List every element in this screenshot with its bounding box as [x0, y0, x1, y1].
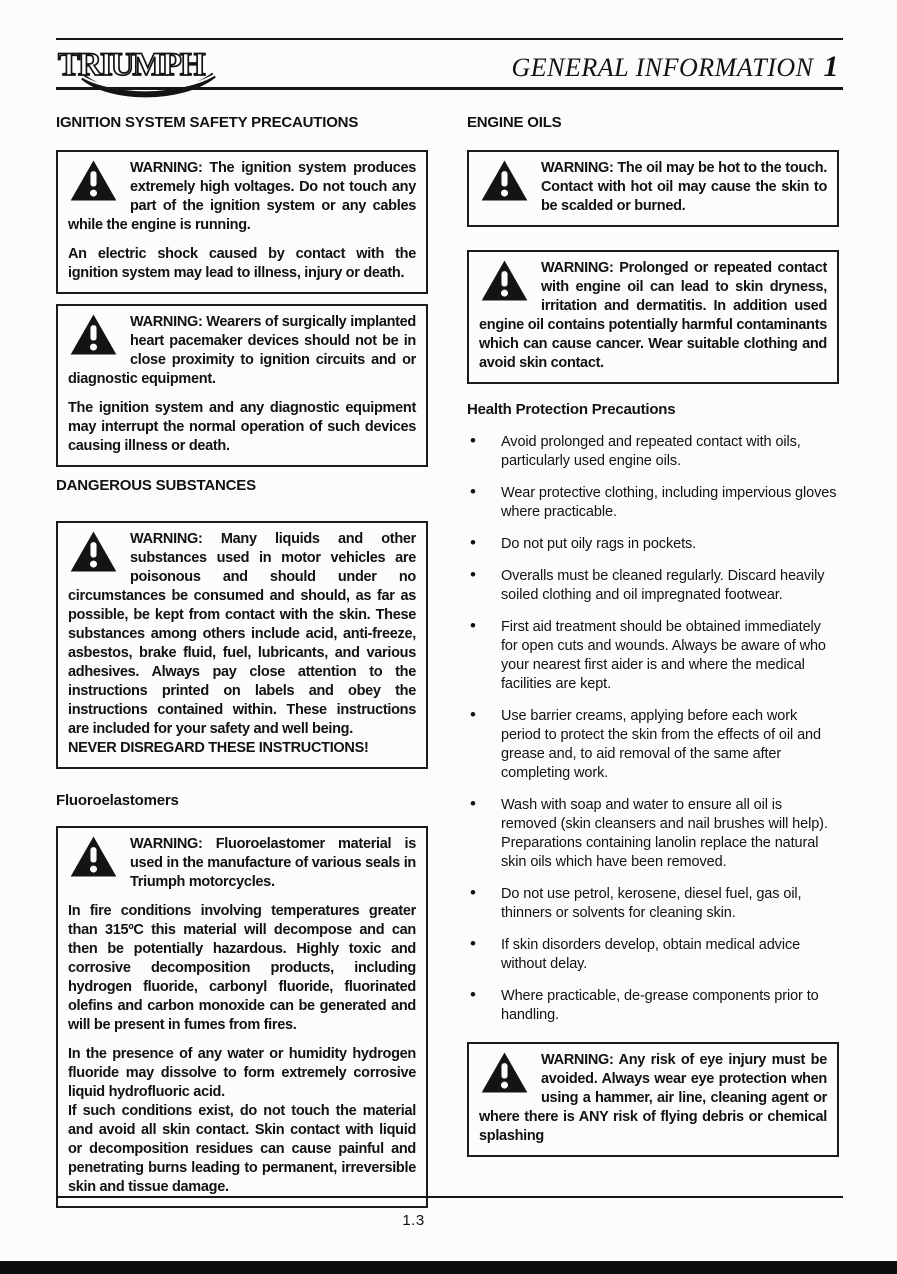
bullet-icon: • [470, 794, 476, 813]
bullet-icon: • [470, 934, 476, 953]
list-item [467, 707, 839, 783]
warning-text: WARNING: Fluoroelastomer material is used in the manufacture of various seals in Triumph motorcycles. [130, 836, 416, 890]
list-item [467, 484, 839, 522]
warning-text: If such conditions exist, do not touch the material and avoid all skin contact. Skin contact with liquid or decomposition residues can cause painful and penetrating burns leading to permanent, irreversible skin and tissue damage. [68, 1103, 416, 1195]
warning-text: WARNING: Any risk of eye injury must be avoided. Always wear eye protection when using a hammer, air line, cleaning agent or where there is ANY risk of flying debris or chemical splashing [479, 1052, 827, 1144]
page-title-text: GENERAL INFORMATION [511, 53, 814, 82]
section-heading-engine-oils: ENGINE OILS [467, 114, 562, 131]
list-item [467, 618, 839, 694]
section-heading-health-precautions: Health Protection Precautions [467, 401, 676, 418]
list-item-text: Avoid prolonged and repeated contact with oils, particularly used engine oils. [501, 434, 801, 469]
warning-triangle-icon [481, 1052, 528, 1093]
footer-rule [56, 1196, 843, 1198]
warning-triangle-icon [70, 314, 117, 355]
left-column [56, 100, 428, 1208]
warning-triangle-icon [481, 160, 528, 201]
warning-text: In the presence of any water or humidity hydrogen fluoride may dissolve to form extremely corrosive liquid hydrofluoric acid. [68, 1046, 416, 1100]
top-rule [56, 38, 843, 40]
warning-box-eye-injury [467, 1042, 839, 1157]
list-item-text: Overalls must be cleaned regularly. Discard heavily soiled clothing and oil impregnated footwear. [501, 568, 825, 603]
warning-box-hot-oil [467, 150, 839, 227]
list-item-text: Wash with soap and water to ensure all oil is removed (skin cleansers and nail brushes will help). Preparations containing lanolin replace the natural skin oils which have been removed. [501, 797, 828, 870]
list-item [467, 433, 839, 471]
list-item-text: Do not put oily rags in pockets. [501, 536, 697, 552]
list-item-text: Where practicable, de-grease components prior to handling. [501, 988, 819, 1023]
list-item [467, 936, 839, 974]
warning-text: NEVER DISREGARD THESE INSTRUCTIONS! [68, 740, 369, 756]
bullet-icon: • [470, 985, 476, 1004]
page-number: 1.3 [402, 1212, 425, 1229]
bullet-icon: • [470, 705, 476, 724]
warning-box-ignition-voltage [56, 150, 428, 294]
section-heading-ignition: IGNITION SYSTEM SAFETY PRECAUTIONS [56, 114, 359, 131]
section-heading-fluoroelastomers: Fluoroelastomers [56, 792, 179, 809]
warning-box-dangerous-substances [56, 521, 428, 769]
list-item [467, 987, 839, 1025]
warning-triangle-icon [70, 160, 117, 201]
section-heading-dangerous-substances: DANGEROUS SUBSTANCES [56, 477, 256, 494]
health-precautions-list [467, 433, 839, 1025]
warning-triangle-icon [70, 531, 117, 572]
warning-text: WARNING: Prolonged or repeated contact with engine oil can lead to skin dryness, irritation and dermatitis. In addition used engine oil contains potentially harmful contaminants which can cause cancer. Wear suitable clothing and avoid skin contact. [479, 260, 827, 371]
warning-box-oil-contact [467, 250, 839, 384]
list-item-text: If skin disorders develop, obtain medical advice without delay. [501, 937, 801, 972]
page-content [56, 100, 840, 1208]
chapter-number: 1 [823, 50, 839, 83]
page-title [512, 50, 840, 84]
list-item [467, 567, 839, 605]
list-item-text: Use barrier creams, applying before each work period to protect the skin from the effects of oil and grease and, to aid removal of the same after completing work. [501, 708, 821, 781]
warning-text: An electric shock caused by contact with the ignition system may lead to illness, injury or death. [68, 246, 416, 281]
warning-text: WARNING: Wearers of surgically implanted heart pacemaker devices should not be in close proximity to ignition circuits and or diagnostic equipment. [68, 314, 416, 387]
bullet-icon: • [470, 565, 476, 584]
warning-text: WARNING: The ignition system produces extremely high voltages. Do not touch any part of the ignition system or any cables while the engine is running. [68, 160, 416, 233]
bullet-icon: • [470, 431, 476, 450]
warning-box-fluoroelastomers [56, 826, 428, 1208]
list-item [467, 796, 839, 872]
bottom-scan-bar [0, 1261, 897, 1274]
bullet-icon: • [470, 616, 476, 635]
bullet-icon: • [470, 883, 476, 902]
right-column [467, 100, 839, 1208]
warning-triangle-icon [481, 260, 528, 301]
list-item [467, 535, 839, 554]
warning-text: The ignition system and any diagnostic equipment may interrupt the normal operation of such devices causing illness or death. [68, 400, 416, 454]
warning-triangle-icon [70, 836, 117, 877]
triumph-logo-text: TRIUMPH [58, 47, 204, 83]
warning-text: In fire conditions involving temperatures greater than 315ºC this material will decompose and can then be potentially hazardous. Highly toxic and corrosive decomposition products, including hydrogen fluoride, carbonyl fluoride, fluorinated olefins and carbon monoxide can be generated and will be present in fumes from fires. [68, 903, 416, 1033]
header-rule [56, 87, 843, 90]
triumph-logo [56, 44, 251, 105]
warning-box-pacemaker [56, 304, 428, 467]
warning-text: WARNING: Many liquids and other substances used in motor vehicles are poisonous and should under no circumstances be consumed and should, as far as possible, be kept from contact with the skin. These substances among others include acid, anti-freeze, asbestos, brake fluid, fuel, lubricants, and various adhesives. Always pay close attention to the instructions printed on labels and obey the instructions contained within. These instructions are included for your safety and well being. [68, 531, 416, 737]
warning-text: WARNING: The oil may be hot to the touch. Contact with hot oil may cause the skin to be scalded or burned. [541, 160, 827, 214]
bullet-icon: • [470, 482, 476, 501]
list-item [467, 885, 839, 923]
list-item-text: Wear protective clothing, including impervious gloves where practicable. [501, 485, 837, 520]
list-item-text: Do not use petrol, kerosene, diesel fuel, gas oil, thinners or solvents for cleaning skin. [501, 886, 802, 921]
list-item-text: First aid treatment should be obtained immediately for open cuts and wounds. Always be aware of who your nearest first aider is and where the medical facilities are kept. [501, 619, 826, 692]
bullet-icon: • [470, 533, 476, 552]
